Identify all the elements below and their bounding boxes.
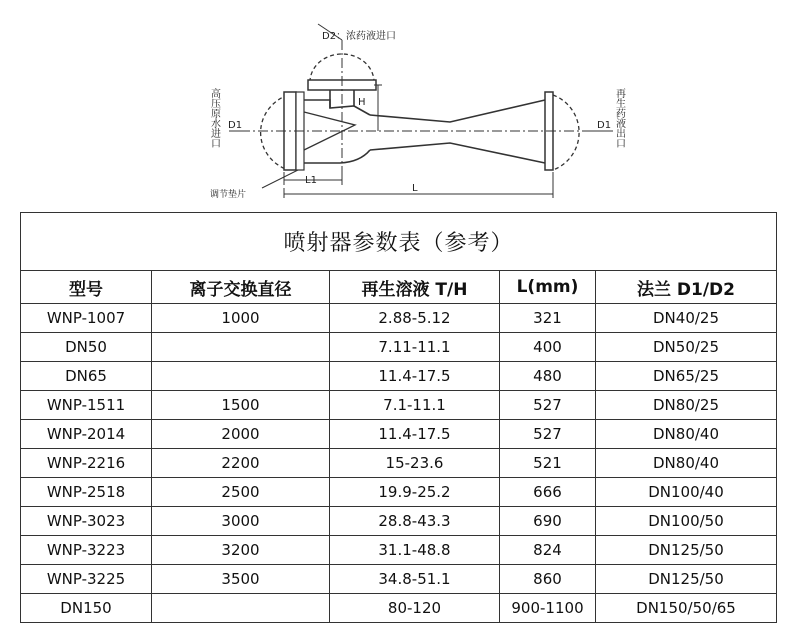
label-adjust-pad: 调节垫片 — [210, 190, 247, 200]
col-flange-cell: DN125/50 — [596, 565, 777, 594]
col-model-cell: WNP-2216 — [21, 449, 152, 478]
label-d1-left: D1 — [228, 120, 243, 131]
col-exchanger-diameter-cell: 2200 — [152, 449, 330, 478]
col-flange-cell: DN80/40 — [596, 420, 777, 449]
col-model-cell: WNP-1007 — [21, 304, 152, 333]
col-regen-solution-cell: 31.1-48.8 — [330, 536, 500, 565]
table-row — [21, 507, 777, 536]
col-length-cell: 900-1100 — [500, 594, 596, 623]
col-regen-solution-cell: 34.8-51.1 — [330, 565, 500, 594]
col-flange-cell: DN100/40 — [596, 478, 777, 507]
col-model-cell: WNP-1511 — [21, 391, 152, 420]
table-row — [21, 333, 777, 362]
col-flange-cell: DN125/50 — [596, 536, 777, 565]
col-exchanger-diameter-cell — [152, 333, 330, 362]
label-d2-inlet: D2：浓药液进口 — [322, 31, 397, 42]
col-length-cell: 400 — [500, 333, 596, 362]
col-flange-cell: DN50/25 — [596, 333, 777, 362]
col-exchanger-diameter-cell: 3200 — [152, 536, 330, 565]
col-flange-cell: DN40/25 — [596, 304, 777, 333]
col-length-cell: 824 — [500, 536, 596, 565]
col-length-header: L(mm) — [500, 271, 596, 304]
label-h: H — [358, 97, 366, 108]
col-length-cell: 321 — [500, 304, 596, 333]
col-regen-solution-cell: 80-120 — [330, 594, 500, 623]
table-body — [21, 304, 777, 623]
label-d1-right: D1 — [597, 120, 612, 131]
parameter-table-wrap — [20, 212, 776, 624]
col-length-cell: 527 — [500, 391, 596, 420]
table-row — [21, 362, 777, 391]
col-regen-solution-cell: 7.1-11.1 — [330, 391, 500, 420]
col-flange-cell: DN80/25 — [596, 391, 777, 420]
label-raw-water-inlet: 高压原水进口 — [208, 88, 220, 148]
table-row — [21, 536, 777, 565]
col-exchanger-diameter-header: 离子交换直径 — [152, 271, 330, 304]
col-model-header: 型号 — [21, 271, 152, 304]
col-regen-solution-cell: 15-23.6 — [330, 449, 500, 478]
col-length-cell: 480 — [500, 362, 596, 391]
col-model-cell: DN150 — [21, 594, 152, 623]
col-regen-solution-cell: 7.11-11.1 — [330, 333, 500, 362]
label-l: L — [412, 183, 418, 194]
col-flange-cell: DN100/50 — [596, 507, 777, 536]
col-model-cell: DN65 — [21, 362, 152, 391]
col-model-cell: WNP-2014 — [21, 420, 152, 449]
label-l1: L1 — [305, 175, 317, 186]
col-regen-solution-cell: 2.88-5.12 — [330, 304, 500, 333]
col-exchanger-diameter-cell: 3500 — [152, 565, 330, 594]
col-length-cell: 527 — [500, 420, 596, 449]
col-length-cell: 521 — [500, 449, 596, 478]
table-row — [21, 594, 777, 623]
col-regen-solution-header: 再生溶液 T/H — [330, 271, 500, 304]
col-regen-solution-cell: 28.8-43.3 — [330, 507, 500, 536]
col-model-cell: WNP-3225 — [21, 565, 152, 594]
table-header-row — [21, 271, 777, 304]
table-row — [21, 565, 777, 594]
table-row — [21, 391, 777, 420]
col-regen-solution-cell: 11.4-17.5 — [330, 362, 500, 391]
table-row — [21, 449, 777, 478]
right-dome — [553, 95, 579, 170]
col-regen-solution-cell: 19.9-25.2 — [330, 478, 500, 507]
col-model-cell: WNP-3023 — [21, 507, 152, 536]
col-flange-cell: DN65/25 — [596, 362, 777, 391]
col-regen-solution-cell: 11.4-17.5 — [330, 420, 500, 449]
col-exchanger-diameter-cell: 1000 — [152, 304, 330, 333]
col-model-cell: WNP-2518 — [21, 478, 152, 507]
table-row — [21, 420, 777, 449]
ejector-diagram — [0, 0, 800, 208]
label-regen-outlet: 再生药液出口 — [613, 88, 625, 148]
col-model-cell: WNP-3223 — [21, 536, 152, 565]
col-exchanger-diameter-cell: 1500 — [152, 391, 330, 420]
col-length-cell: 666 — [500, 478, 596, 507]
col-flange-cell: DN80/40 — [596, 449, 777, 478]
col-flange-header: 法兰 D1/D2 — [596, 271, 777, 304]
col-flange-cell: DN150/50/65 — [596, 594, 777, 623]
table-row — [21, 478, 777, 507]
table-title: 喷射器参数表（参考） — [21, 213, 777, 271]
col-model-cell: DN50 — [21, 333, 152, 362]
col-length-cell: 690 — [500, 507, 596, 536]
nozzle — [304, 112, 355, 150]
col-exchanger-diameter-cell: 2500 — [152, 478, 330, 507]
col-exchanger-diameter-cell — [152, 362, 330, 391]
col-exchanger-diameter-cell: 2000 — [152, 420, 330, 449]
parameter-table — [20, 212, 777, 623]
table-row — [21, 304, 777, 333]
col-length-cell: 860 — [500, 565, 596, 594]
col-exchanger-diameter-cell — [152, 594, 330, 623]
col-exchanger-diameter-cell: 3000 — [152, 507, 330, 536]
